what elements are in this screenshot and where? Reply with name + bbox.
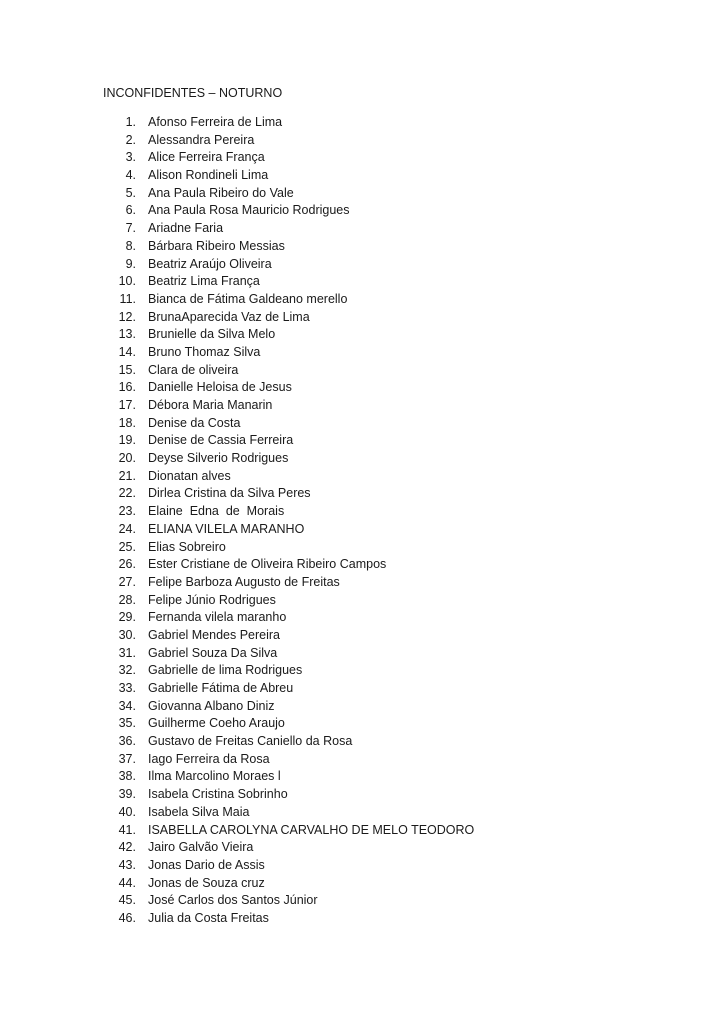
list-item-name: Alison Rondineli Lima (148, 168, 269, 183)
list-item-name: Gabrielle de lima Rodrigues (148, 663, 303, 678)
list-item-number: 25. (118, 539, 136, 554)
list-item-name: Gustavo de Freitas Caniello da Rosa (148, 734, 353, 749)
list-item-number: 36. (118, 734, 136, 749)
list-item-number: 29. (118, 610, 136, 625)
list-item-number: 17. (118, 398, 136, 412)
list-item-number: 5. (125, 185, 136, 200)
list-item-number: 30. (118, 627, 136, 642)
list-item-name: Fernanda vilela maranho (148, 610, 287, 625)
list-item-name: Alessandra Pereira (148, 132, 255, 147)
list-item-name: Alice Ferreira França (148, 150, 265, 165)
list-item-number: 42. (118, 840, 136, 855)
list-item-number: 41. (118, 822, 136, 837)
list-item-name: BrunaAparecida Vaz de Lima (148, 309, 310, 324)
list-item-number: 22. (118, 486, 136, 501)
list-item-number: 33. (118, 681, 136, 695)
list-item-number: 4. (125, 168, 136, 183)
list-item-number: 12. (118, 309, 136, 324)
list-item-name: Beatriz Araújo Oliveira (148, 256, 272, 271)
list-item-number: 45. (118, 893, 136, 908)
list-item-name: Felipe Barboza Augusto de Freitas (148, 574, 340, 589)
list-item-number: 2. (125, 132, 136, 147)
list-item-number: 18. (118, 415, 136, 430)
list-item-number: 6. (125, 203, 136, 218)
list-item-name: Brunielle da Silva Melo (148, 327, 276, 342)
list-item-name: Deyse Silverio Rodrigues (148, 451, 289, 466)
list-item-number: 16. (118, 380, 136, 395)
list-item-name: Dionatan alves (148, 468, 231, 483)
list-item-name: Ester Cristiane de Oliveira Ribeiro Campos (148, 557, 387, 572)
document-title: INCONFIDENTES – NOTURNO (103, 86, 283, 100)
list-item-name: Isabela Cristina Sobrinho (148, 787, 288, 802)
list-item-name: Iago Ferreira da Rosa (148, 751, 270, 766)
list-item-number: 37. (118, 751, 136, 766)
list-item-number: 31. (118, 645, 136, 660)
list-item-number: 32. (118, 663, 136, 678)
list-item-name: Débora Maria Manarin (148, 398, 273, 412)
list-item-name: Gabrielle Fátima de Abreu (148, 681, 294, 695)
list-item-name: Denise da Costa (148, 415, 241, 430)
list-item-name: Beatriz Lima França (148, 274, 260, 289)
list-item-number: 13. (118, 327, 136, 342)
list-item-number: 27. (118, 574, 136, 589)
list-item-name: Jonas de Souza cruz (148, 875, 265, 890)
list-item-number: 3. (125, 150, 136, 165)
list-item-name: Guilherme Coeho Araujo (148, 716, 285, 731)
list-item-name: Ana Paula Ribeiro do Vale (148, 185, 294, 200)
list-item-name: Felipe Júnio Rodrigues (148, 592, 276, 607)
list-item-name: Denise de Cassia Ferreira (148, 433, 294, 448)
list-item-name: Ariadne Faria (148, 221, 224, 236)
list-item-number: 9. (125, 256, 136, 271)
list-item-name: Gabriel Souza Da Silva (148, 645, 278, 660)
list-item-number: 10. (118, 274, 136, 289)
list-item-name: Ana Paula Rosa Mauricio Rodrigues (148, 203, 350, 218)
list-item-number: 1. (125, 115, 136, 129)
list-item-name: José Carlos dos Santos Júnior (148, 893, 318, 908)
list-item-name: Clara de oliveira (148, 362, 239, 377)
list-item-name: Jairo Galvão Vieira (148, 840, 254, 855)
list-item-number: 20. (118, 451, 136, 466)
list-item-number: 24. (118, 521, 136, 536)
list-item-name: Elias Sobreiro (148, 539, 226, 554)
list-item-name: Isabela Silva Maia (148, 804, 250, 819)
list-item-number: 11. (119, 291, 136, 306)
list-item-number: 34. (118, 698, 136, 713)
list-item-number: 15. (118, 362, 136, 377)
list-item-name: Danielle Heloisa de Jesus (148, 380, 292, 395)
list-item-name: Jonas Dario de Assis (148, 857, 265, 872)
list-item-number: 28. (118, 592, 136, 607)
list-item-number: 40. (118, 804, 136, 819)
list-item-number: 43. (118, 857, 136, 872)
list-item-number: 7. (125, 221, 136, 236)
list-item-name: Bárbara Ribeiro Messias (148, 238, 285, 253)
list-item-number: 46. (118, 910, 136, 925)
list-item-name: Ilma Marcolino Moraes l (148, 769, 281, 784)
list-item-number: 35. (118, 716, 136, 731)
list-item-name: Dirlea Cristina da Silva Peres (148, 486, 311, 501)
list-item-number: 23. (118, 504, 136, 519)
list-item-number: 19. (118, 433, 136, 448)
list-item-name: Julia da Costa Freitas (148, 910, 269, 925)
list-item-number: 39. (118, 787, 136, 802)
list-item-number: 8. (125, 238, 136, 253)
list-item-number: 21. (118, 468, 136, 483)
list-item-name: Afonso Ferreira de Lima (148, 115, 283, 129)
list-item-name: ISABELLA CAROLYNA CARVALHO DE MELO TEODORO (148, 822, 475, 837)
list-item-name: ELIANA VILELA MARANHO (148, 521, 305, 536)
list-item-name: Giovanna Albano Diniz (148, 698, 275, 713)
list-item-name: Elaine Edna de Morais (148, 504, 285, 519)
list-item-name: Gabriel Mendes Pereira (148, 627, 281, 642)
list-item-number: 14. (118, 344, 136, 359)
list-item-number: 38. (118, 769, 136, 784)
list-item-name: Bruno Thomaz Silva (148, 344, 261, 359)
list-item-number: 44. (118, 875, 136, 890)
list-item-number: 26. (118, 557, 136, 572)
list-item-name: Bianca de Fátima Galdeano merello (148, 291, 348, 306)
